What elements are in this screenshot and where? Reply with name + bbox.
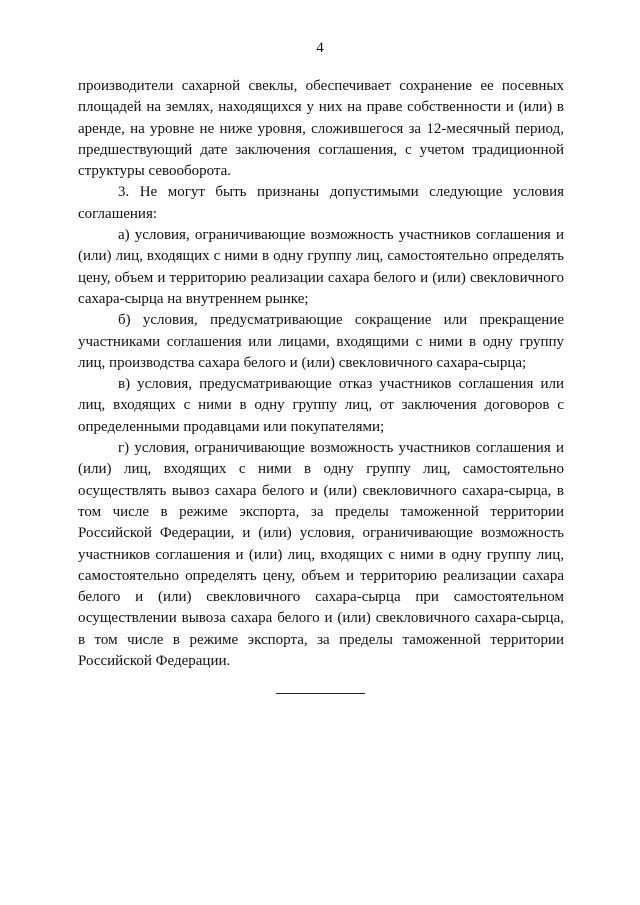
document-body bbox=[78, 76, 564, 672]
paragraph-subclause-g: г) условия, ограничивающие возможность участников соглашения и (или) лиц, входящих с ними в одну группу лиц, самостоятельно осуществлять вывоз сахара белого и (или) свекловичного сахара-сырца, в том числе в режиме экспорта, за пределы таможенной территории Российской Федерации, и (или) условия, ограничивающие возможность участников соглашения и (или) лиц, входящих с ними в одну группу лиц, самостоятельно определять цену, объем и территорию реализации сахара белого и (или) свекловичного сахара-сырца при самостоятельном осуществлении вывоза сахара белого и (или) свекловичного сахара-сырца, в том числе в режиме экспорта, за пределы таможенной территории Российской Федерации. bbox=[78, 440, 564, 670]
end-separator-line bbox=[276, 693, 365, 694]
paragraph-continuation: производители сахарной свеклы, обеспечивает сохранение ее посевных площадей на землях, находящихся у них на праве собственности и (или) в аренде, на уровне не ниже уровня, сложившегося за 12-месячный период, предшествующий дате заключения соглашения, с учетом традиционной структуры севооборота. bbox=[78, 78, 564, 180]
paragraph-subclause-a: а) условия, ограничивающие возможность участников соглашения и (или) лиц, входящих с ними в одну группу лиц, самостоятельно определять цену, объем и территорию реализации сахара белого и (или) свекловичного сахара-сырца на внутреннем рынке; bbox=[78, 227, 564, 307]
page-number: 4 bbox=[316, 40, 324, 56]
paragraph-clause-3: 3. Не могут быть признаны допустимыми следующие условия соглашения: bbox=[78, 184, 564, 222]
paragraph-subclause-b: б) условия, предусматривающие сокращение или прекращение участниками соглашения или лицами, входящими с ними в одну группу лиц, производства сахара белого и (или) свекловичного сахара-сырца; bbox=[78, 312, 564, 371]
paragraph-subclause-v: в) условия, предусматривающие отказ участников соглашения или лиц, входящих с ними в одну группу лиц, от заключения договоров с определенными продавцами или покупателями; bbox=[78, 376, 564, 435]
